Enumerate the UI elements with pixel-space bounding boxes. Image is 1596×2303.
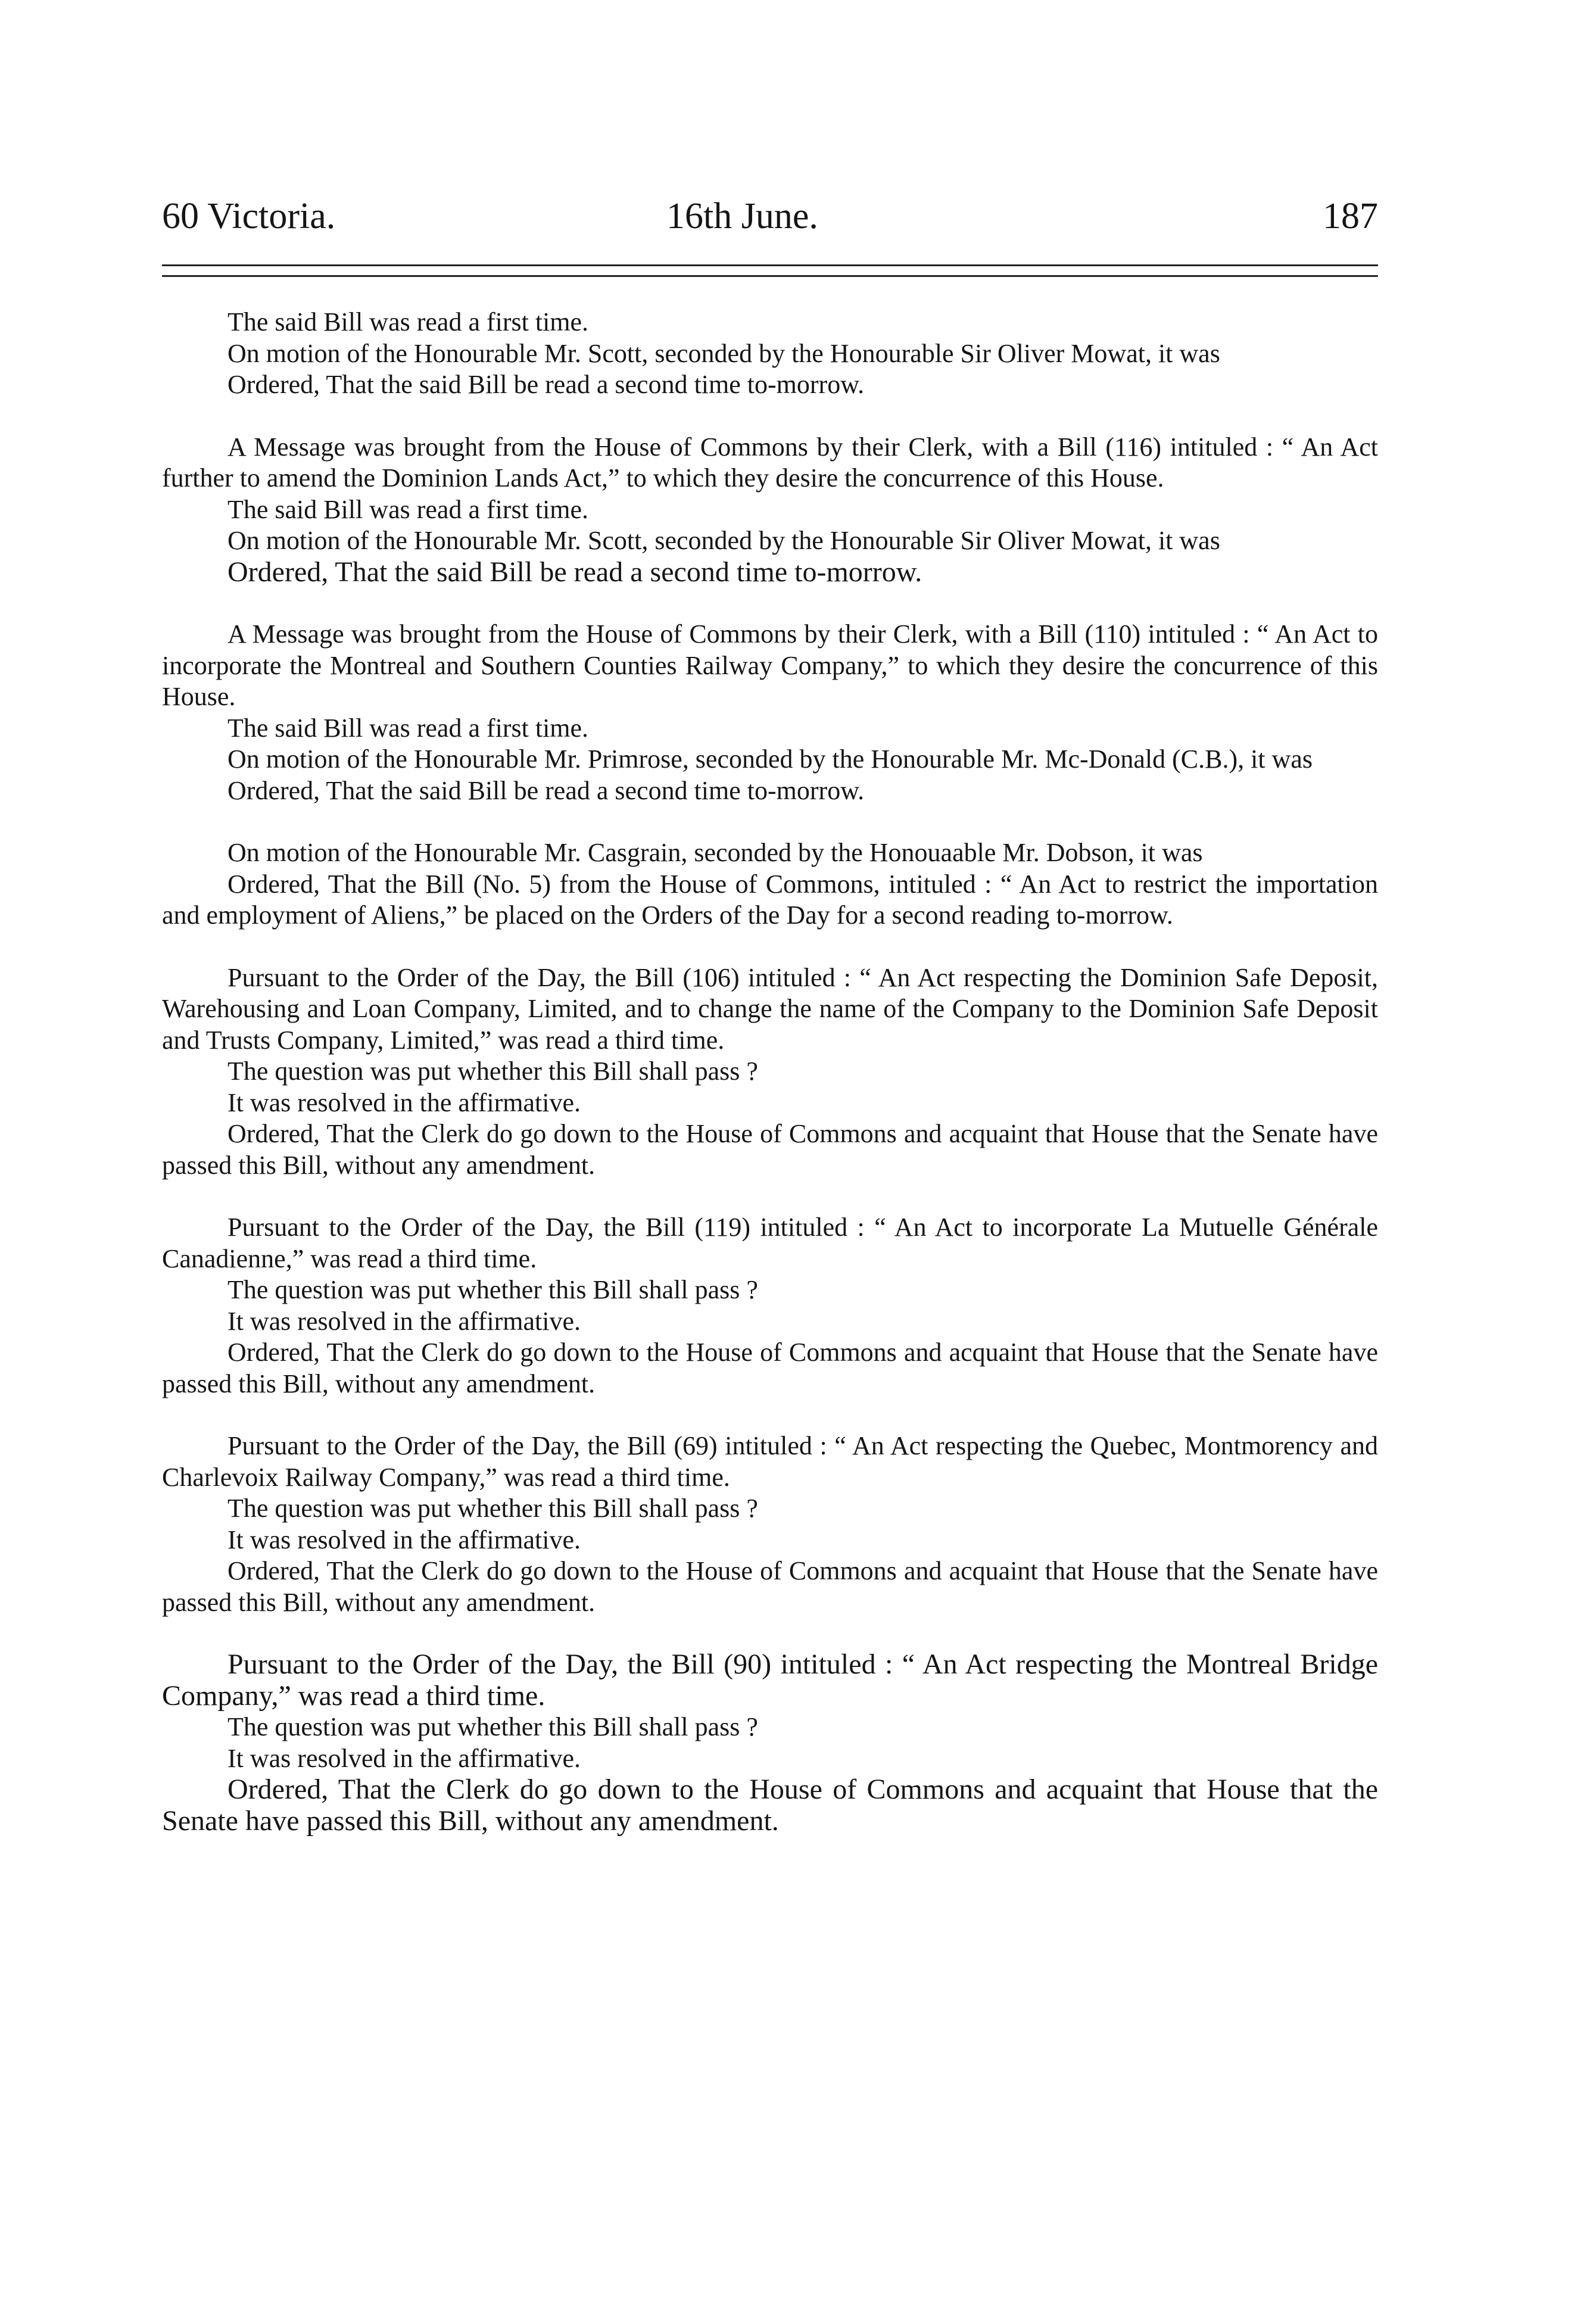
paragraph: Pursuant to the Order of the Day, the Bill (119) intituled : “ An Act to incorporate La Mutuelle Générale Canadienne,” was read a third time.: [162, 1213, 1378, 1273]
entry-message-bill-110: [162, 619, 1378, 806]
paragraph: It was resolved in the affirmative.: [227, 1087, 581, 1117]
journal-body: [162, 307, 1378, 1868]
paragraph: On motion of the Honourable Mr. Scott, seconded by the Honourable Sir Oliver Mowat, it was: [227, 338, 1220, 368]
paragraph: Ordered, That the Clerk do go down to the House of Commons and acquaint that House that the Senate have passed this Bill, without any amendment.: [162, 1338, 1378, 1398]
paragraph: A Message was brought from the House of Commons by their Clerk, with a Bill (116) intituled : “ An Act further to amend the Dominion Lands Act,” to which they desire the concurrence of this House.: [162, 432, 1378, 493]
paragraph: The question was put whether this Bill shall pass ?: [227, 1712, 758, 1741]
paragraph: The said Bill was read a first time.: [227, 494, 589, 524]
paragraph: Ordered, That the said Bill be read a second time to-morrow.: [227, 556, 922, 588]
header-rule-top: [162, 264, 1378, 266]
paragraph: On motion of the Honourable Mr. Primrose, seconded by the Honourable Mr. Mc-Donald (C.B.), it was: [227, 744, 1313, 774]
paragraph: A Message was brought from the House of Commons by their Clerk, with a Bill (110) intituled : “ An Act to incorporate the Montreal and Southern Counties Railway Company,” to which they desire the concurrence of this House.: [162, 619, 1378, 711]
paragraph: Pursuant to the Order of the Day, the Bill (69) intituled : “ An Act respecting the Quebec, Montmorency and Charlevoix Railway Company,” was read a third time.: [162, 1431, 1378, 1492]
paragraph: Ordered, That the Clerk do go down to the House of Commons and acquaint that House that the Senate have passed this Bill, without any amendment.: [162, 1774, 1378, 1837]
header-date: 16th June.: [666, 196, 818, 236]
entry-bill-69-third-reading: [162, 1431, 1378, 1618]
paragraph: Ordered, That the Clerk do go down to the House of Commons and acquaint that House that the Senate have passed this Bill, without any amendment.: [162, 1556, 1378, 1617]
paragraph: The said Bill was read a first time.: [227, 713, 589, 743]
page-header: [162, 189, 1378, 243]
entry-message-bill-116: [162, 432, 1378, 588]
entry-bill-no-5-aliens: [162, 837, 1378, 931]
paragraph: It was resolved in the affirmative.: [227, 1743, 581, 1773]
paragraph: It was resolved in the affirmative.: [227, 1525, 581, 1554]
entry-first-reading-continued: [162, 307, 1378, 401]
entry-bill-106-third-reading: [162, 962, 1378, 1182]
paragraph: The said Bill was read a first time.: [227, 307, 589, 336]
page-number: 187: [1323, 196, 1378, 236]
header-rule-bottom: [162, 275, 1378, 277]
paragraph: It was resolved in the affirmative.: [227, 1306, 581, 1336]
paragraph: The question was put whether this Bill shall pass ?: [227, 1494, 758, 1523]
paragraph: Pursuant to the Order of the Day, the Bill (90) intituled : “ An Act respecting the Montreal Bridge Company,” was read a third time.: [162, 1648, 1378, 1712]
paragraph: On motion of the Honourable Mr. Casgrain, seconded by the Honouaable Mr. Dobson, it was: [227, 838, 1203, 867]
entry-bill-90-third-reading: [162, 1649, 1378, 1837]
paragraph: Ordered, That the Bill (No. 5) from the House of Commons, intituled : “ An Act to restrict the importation and employment of Aliens,” be placed on the Orders of the Day for a second reading to-morrow.: [162, 869, 1378, 930]
paragraph: Ordered, That the said Bill be read a second time to-morrow.: [227, 775, 865, 805]
paragraph: The question was put whether this Bill shall pass ?: [227, 1275, 758, 1304]
paragraph: On motion of the Honourable Mr. Scott, seconded by the Honourable Sir Oliver Mowat, it was: [227, 526, 1220, 555]
header-session: 60 Victoria.: [162, 196, 336, 236]
paragraph: Ordered, That the Clerk do go down to the House of Commons and acquaint that House that the Senate have passed this Bill, without any amendment.: [162, 1119, 1378, 1180]
paragraph: Ordered, That the said Bill be read a second time to-morrow.: [227, 370, 865, 399]
entry-bill-119-third-reading: [162, 1212, 1378, 1400]
paragraph: Pursuant to the Order of the Day, the Bill (106) intituled : “ An Act respecting the Dominion Safe Deposit, Warehousing and Loan Company, Limited, and to change the name of the Company to the Dominion Safe Deposit and Trusts Company, Limited,” was read a third time.: [162, 962, 1378, 1055]
paragraph: The question was put whether this Bill shall pass ?: [227, 1057, 758, 1086]
